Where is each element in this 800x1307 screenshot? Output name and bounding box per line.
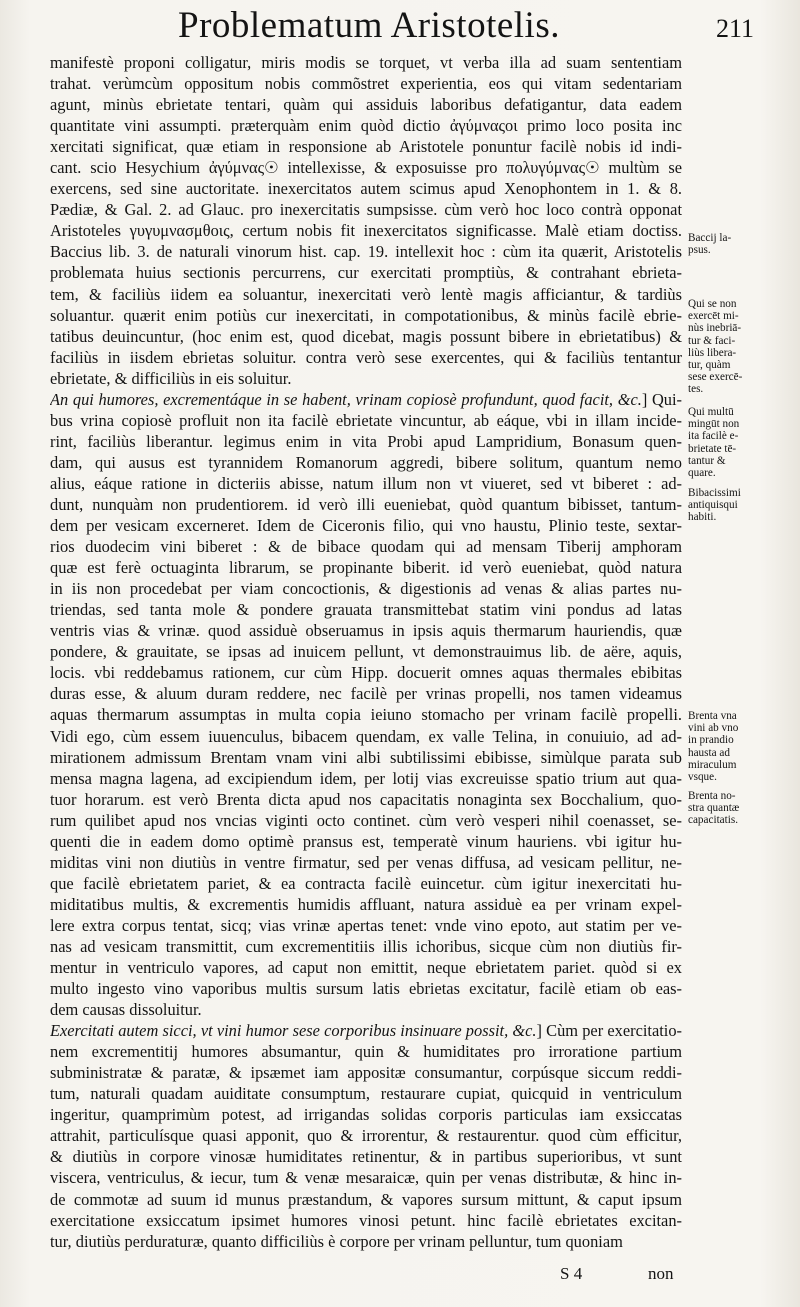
marginal-note [688,790,739,827]
marginal-note-line: brietate tē- [688,442,737,455]
text-line: exercitatione exsiccatum ipsimet humores vinosi petunt. hinc facilè ebrietates excitan- [50,1210,682,1230]
text-line: locis. vbi reddebamus rationem, cur cùm Hipp. docuerit omnes aquas thermales ebibitas [50,663,682,683]
marginal-note-line: antiquisqui [688,499,738,512]
text-line: in iis non procedebat per viam concoctionis, & digestionis ad venas & alias partes nu- [50,579,682,599]
text-line: dunt, nunquàm non prudentiorem. id verò illi eueniebat, quòd quantum bibisset, tantum- [50,494,682,514]
marginal-note-line: Bibacissimi [688,487,741,499]
text-line: de commotæ ad suum id munus præstandum, & vapores sursum mittunt, & caput ipsum [50,1189,682,1209]
text-line: xercitati significat, quæ etiam in responsione ab Aristotele ponuntur facilè nobis id indi- [50,137,682,157]
marginal-note-line: tur & faci- [688,334,736,347]
text-line: duras esse, & aluum duram reddere, nec facilè per vrinas propelli, nos tamen videamus [50,684,682,704]
marginal-note-line: vsque. [688,771,717,784]
running-title: Problematum Aristotelis. [178,5,560,46]
text-line: nas ad vesicam transmittit, cum excrementitiis illis ichoribus, sicque cùm non diutiùs fir- [50,936,682,956]
text-line: faciliùs in iisdem ebrietas soluitur. contra verò sese exercentes, qui & faciliùs tentantur [50,347,682,367]
marginal-note-line: capacitatis. [688,814,739,827]
marginal-note-line: Qui se non [688,298,737,310]
text-line: dem per vesicam excerneret. Idem de Ciceronis filio, qui vno haustu, Plinio teste, sextar- [50,516,682,536]
text-line: subministratæ & paratæ, & ipsæmet iam appositæ consumantur, corpúsque siccum reddi- [50,1063,682,1083]
signature-mark: S 4 [560,1264,583,1283]
text-line: ingeritur, quamprimùm potest, ad irrigandas solidas corporis particulas iam exsiccatas [50,1105,682,1125]
text-line: soluantur. quærit enim potiùs cur inexercitati, in compotationibus, & minùs facilè ebrie- [50,305,682,325]
marginal-note-line: miraculum [688,758,737,771]
text-line: Baccius lib. 3. de naturali vinorum hist. cap. 19. intellexit hoc : cùm ita quærit, Aristotelis [50,242,682,262]
body-text [50,52,682,1252]
marginal-note-line: in prandio [688,734,734,747]
text-line: tur, diutiùs perduraturæ, quanto difficiliùs è corpore per vrinam pelluntur, tum quoniam [50,1231,623,1251]
text-line [50,1020,682,1041]
text-line: rint, faciliùs liberantur. legimus enim in vita Probi apud Lampridium, Bonasum quen- [50,431,682,451]
text-line: problemata huius sectionis percurrens, cur exercitati promptiùs, & contrahant ebrieta- [50,263,682,283]
marginal-note-line: tur, quàm [688,359,731,372]
marginal-note-line: ita facilè e- [688,430,739,443]
text-line: viscera, ventriculus, & iecur, tum & venæ mesaraicæ, quin per venas distributæ, & hinc in- [50,1168,682,1188]
marginal-note [688,232,731,256]
lemma: An qui humores, excrementáque in se habent, vrinam copiosè profundunt, quod facit, &c. [50,389,642,409]
text-line: miditatibus multis, & excrementis humidis affluant, natura assiduè ea per vrinam expel- [50,894,682,914]
catchword: non [648,1264,674,1283]
text-line: quæ est ferè octuaginta librarum, se propinante biberit. id verò eueniebat, quòd natura [50,558,682,578]
lemma-continuation: ] Cùm per exercitatio- [536,1021,682,1041]
marginal-note-line: tes. [688,383,704,396]
marginal-note-line: quare. [688,467,716,480]
marginal-note-line: habiti. [688,511,717,524]
marginal-note-line: exercēt mi- [688,310,739,323]
marginal-note-line: Brenta no- [688,790,736,802]
marginal-note-line: liùs libera- [688,346,737,359]
text-line: cant. scio Hesychium ἀγύμνας☉ intellexisse, & exposuisse pro πολυγύμνας☉ multùm se [50,158,682,178]
text-line: quantitate vini assumpti. præterquàm enim quòd dictio ἀγύμναςοι primo loco posita inc [50,116,682,136]
marginal-note-line: psus. [688,244,711,257]
text-line: trahat. verùmcùm oppositum nobis commõstret experientia, eos qui vitam sedentariam [50,74,682,94]
marginal-note-line: Qui multū [688,406,734,418]
text-line: aquas thermarum assumptas in multa copia ieiuno stomacho per vrinam facilè propelli. [50,705,682,725]
text-line: Vidi ego, cùm essem iuuenculus, bibacem quendam, ex valle Telina, in conuiuio, ad ad- [50,726,682,746]
text-line: mensa magna lagena, ad excipiendum idem, per lotij vias excreuisse spatio trium aut qua- [50,768,682,788]
text-line: bus vrina copiosè profluit non ita facilè ebrietate vincuntur, ab eáque, vbi in illam incide- [50,410,682,430]
lemma-continuation: ] Qui- [641,389,682,409]
text-line: alius, eáque ratione in dicteriis abisse, natum illum non vt viueret, sed vt biberet : ad- [50,473,682,493]
text-line: miditas vini non diutiùs in ventre firmatur, sed per venas diffusa, ad vesicam pellitur, ne- [50,852,682,872]
text-line: mirationem admissum Brentam vnam vini albi subtilissimi ebibisse, simùlque parata sub [50,747,682,767]
text-line [50,389,682,410]
text-line: attrahit, particulísque quasi apponit, quo & irrorentur, & restaurentur. quod cùm efficitur, [50,1126,682,1146]
text-line: triendas, sed tanta mole & pondere grauata transmittebat statim vini pondus ad latas [50,600,682,620]
text-line: Pædiæ, & Gal. 2. ad Glauc. pro inexercitatis sumpsisse. cùm verò hoc loco contrà opponat [50,200,682,220]
text-line: manifestè proponi colligatur, miris modis se torquet, vt verba illa ad suam sententiam [50,53,682,72]
marginal-note-line: Brenta vna [688,710,737,722]
text-line: Aristoteles γυγυμνασμθοις, certum nobis fit inexercitatos significasse. Malè etiam doctiss. [50,221,682,241]
text-line: quenti die in eadem domo optimè pransus est, temperatè vinum hauriens. vbi igitur hu- [50,831,682,851]
text-line: tatibus deuincuntur, (hoc enim est, quod dicebat, magis possunt bibere in ebrietatibus) & [50,326,682,346]
lemma: Exercitati autem sicci, vt vini humor sese corporibus insinuare possit, &c. [50,1021,537,1041]
marginal-note [688,710,738,783]
text-line: tem, & faciliùs iidem ea soluantur, inexercitati verò lentè magis afficiantur, & tardiùs [50,284,682,304]
text-line: pondere, & grauitate, se ipsas ad inuicem pellunt, vt demonstrauimus lib. de aëre, aquis, [50,642,682,662]
text-line: tuor horarum. est verò Brenta dicta apud nos capacitatis nonaginta sex Bocchalium, quo- [50,789,682,809]
page-number: 211 [716,14,755,43]
marginal-note [688,406,739,479]
marginal-note-line: Baccij la- [688,232,732,244]
text-line: multo ingesto vino vaporibus multis sursum latis ebrietas excitatur, facilè etiam ob eas- [50,979,682,999]
marginal-note-line: hausta ad [688,746,730,759]
text-line: rum quilibet apud nos vncias viginti octo continet. cùm verò vesperi nihil coenasset, se- [50,810,682,830]
text-line: rios duodecim vini biberet : & de bibace quodam qui ad mensam Tiberij amphoram [50,537,682,557]
text-line: ventris vias & vrinæ. quod assiduè obseruamus in ipsis aquis thermarum hauriendis, quæ [50,621,682,641]
text-line: lere extra corpus tentat, sicq; vias vrinæ apertas tenet: vnde vino epoto, aut statim per ve- [50,915,682,935]
marginal-note-line: vini ab vno [688,722,739,735]
text-line: & diutiùs in corpore vinosæ humiditates retinentur, & in partibus superioribus, vt sunt [50,1147,682,1167]
text-line: mentur in ventriculo vapores, ad caput non emittit, neque ebrietatem pariet. quòd si ex [50,958,682,978]
marginal-note [688,487,741,524]
text-line: dem causas dissoluitur. [50,1000,202,1020]
text-line: que facilè ebrietatem pariet, & ea contracta facilè euincetur. cùm igitur inexercitati hu- [50,873,682,893]
marginal-note-line: stra quantæ [688,802,740,815]
text-line: nem excrementitij humores absumantur, quin & humiditates pro irroratione partium [50,1042,682,1062]
marginal-note-line: mingūt non [688,418,740,431]
marginal-note-line: nùs inebriā- [688,322,742,335]
running-head [0,4,800,48]
text-line: agunt, minùs ebrietate tentari, quàm qui assiduis laboribus defatigantur, data eadem [50,95,682,115]
text-line: dam, qui ausus est tyrannidem Romanorum aggredi, bibere solitum, quantum nemo [50,452,682,472]
text-line: ebrietate, & difficiliùs in eis soluitur. [50,368,292,388]
text-line: tum, naturali quadam auiditate consumptum, restaurare cupiat, quicquid in ventriculum [50,1084,682,1104]
marginal-note-line: sese exercē- [688,371,743,384]
marginal-note-line: tantur & [688,454,726,467]
marginal-note [688,298,742,396]
signature-line [50,1264,682,1288]
text-line: exercens, sed sine auctoritate. inexercitatos autem scimus apud Xenophontem in 1. & 8. [50,179,682,199]
